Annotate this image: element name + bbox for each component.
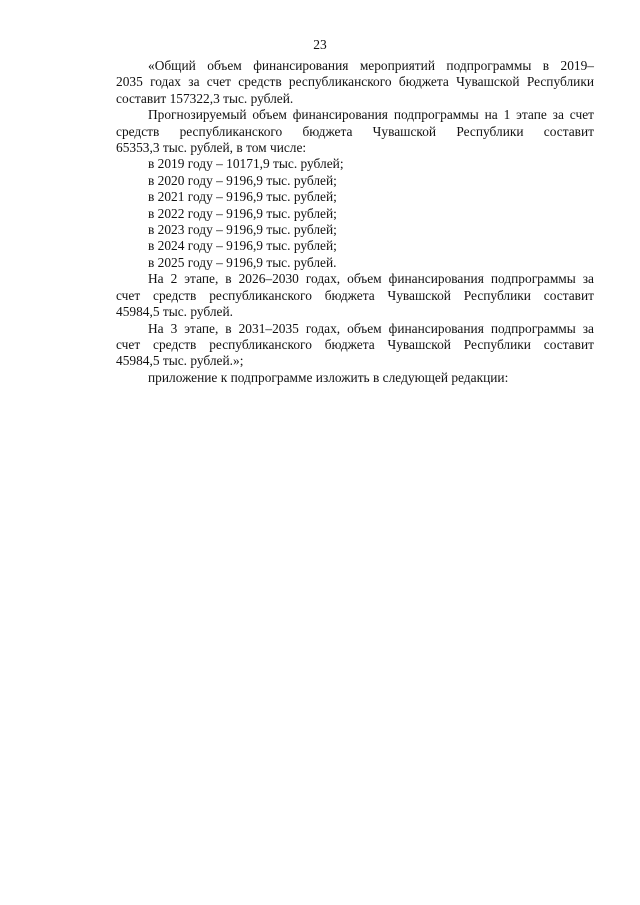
paragraph-stage3-line-2: счет средств республиканского бюджета Чувашской Республики составит (116, 336, 594, 352)
paragraph-stage2-line-2: счет средств республиканского бюджета Чувашской Республики составит (116, 287, 594, 303)
paragraph-total-line-2: 2035 годах за счет средств республиканского бюджета Чувашской Республики (116, 74, 594, 90)
year-amount-2025: в 2025 году – 9196,9 тыс. рублей. (148, 254, 337, 270)
year-amount-2020: в 2020 году – 9196,9 тыс. рублей; (148, 172, 337, 188)
page-number: 23 (313, 37, 327, 52)
year-amount-2022: в 2022 году – 9196,9 тыс. рублей; (148, 205, 337, 221)
paragraph-stage2-line-3: 45984,5 тыс. рублей. (116, 304, 234, 320)
paragraph-stage2-line-1: На 2 этапе, в 2026–2030 годах, объем финансирования подпрограммы за (148, 271, 594, 287)
document-body (116, 58, 594, 386)
paragraph-stage1-line-1: Прогнозируемый объем финансирования подпрограммы на 1 этапе за счет (148, 107, 594, 123)
paragraph-stage1-line-2: средств республиканского бюджета Чувашской Республики составит (116, 123, 594, 139)
paragraph-total-line-1: «Общий объем финансирования мероприятий подпрограммы в 2019– (148, 58, 594, 73)
year-amount-2021: в 2021 году – 9196,9 тыс. рублей; (148, 189, 337, 205)
paragraph-appendix-instruction: приложение к подпрограмме изложить в следующей редакции: (148, 369, 509, 385)
paragraph-stage3-line-3: 45984,5 тыс. рублей.»; (116, 353, 244, 369)
paragraph-stage3-line-1: На 3 этапе, в 2031–2035 годах, объем финансирования подпрограммы за (148, 320, 594, 336)
year-amount-2023: в 2023 году – 9196,9 тыс. рублей; (148, 222, 337, 238)
paragraph-total-line-3: составит 157322,3 тыс. рублей. (116, 90, 294, 106)
year-amount-2024: в 2024 году – 9196,9 тыс. рублей; (148, 238, 337, 254)
year-amount-2019: в 2019 году – 10171,9 тыс. рублей; (148, 156, 344, 172)
paragraph-stage1-line-3: 65353,3 тыс. рублей, в том числе: (116, 140, 307, 156)
